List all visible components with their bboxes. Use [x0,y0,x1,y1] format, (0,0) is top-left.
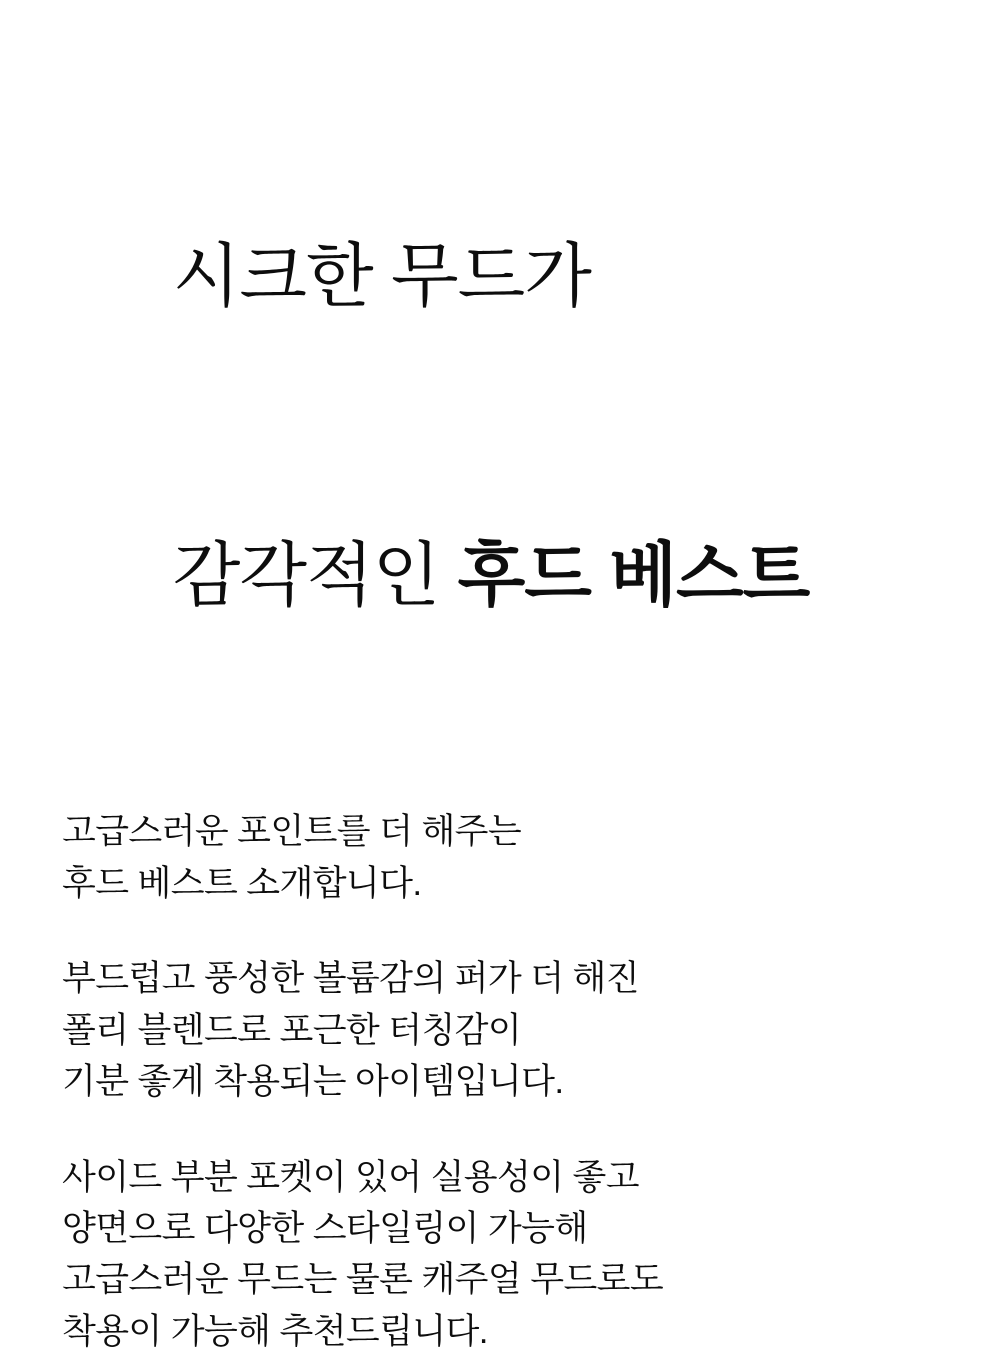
paragraph-1-line-2: 후드 베스트 소개합니다. [62,863,422,903]
paragraph-3-line-2: 양면으로 다양한 스타일링이 가능해 [62,1208,588,1248]
headline-line-2-light-text: 감각적인 [172,535,458,614]
paragraph-3 [62,1152,938,1357]
paragraph-1 [62,806,938,909]
paragraph-3-line-3: 고급스러운 무드는 물론 캐주얼 무드로도 [62,1260,664,1300]
body-copy [62,806,938,1357]
paragraph-3-line-1: 사이드 부분 포켓이 있어 실용성이 좋고 [62,1157,639,1197]
paragraph-2-line-3: 기분 좋게 착용되는 아이템입니다. [62,1062,564,1102]
headline-line-1 [62,128,938,426]
headline-line-2 [62,426,938,724]
paragraph-2-line-2: 폴리 블렌드로 포근한 터칭감이 [62,1010,522,1050]
paragraph-2-line-1: 부드럽고 풍성한 볼륨감의 퍼가 더 해진 [62,959,639,999]
paragraph-1-line-1: 고급스러운 포인트를 더 해주는 [62,812,522,852]
headline-line-1-text: 시크한 무드가 [172,237,591,316]
headline-line-2-bold-text: 후드 베스트 [457,535,810,614]
headline-block [62,0,938,724]
paragraph-2 [62,953,938,1107]
paragraph-3-line-4: 착용이 가능해 추천드립니다. [62,1311,488,1351]
